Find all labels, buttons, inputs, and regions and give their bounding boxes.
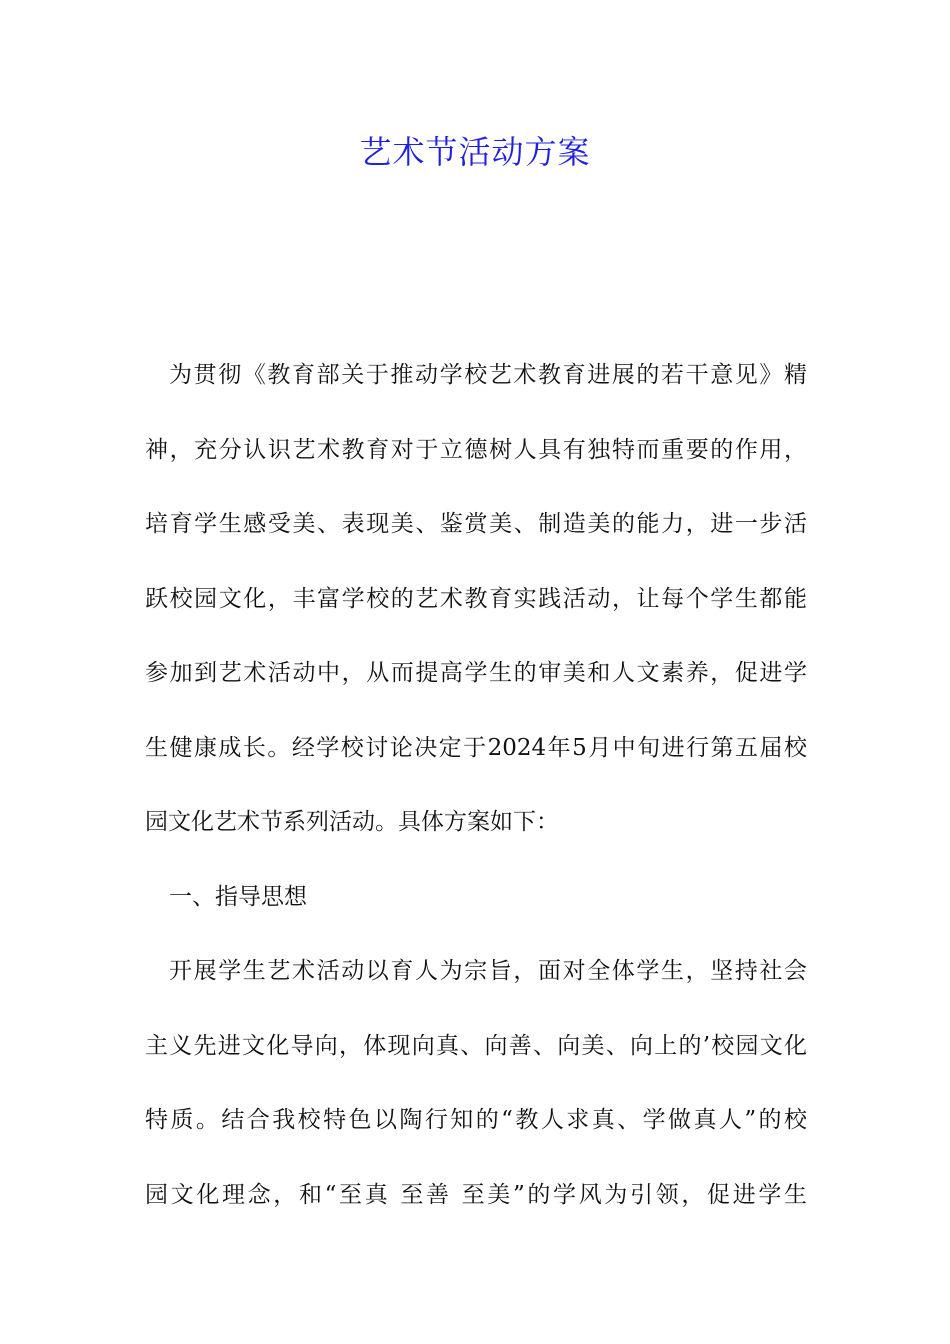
paragraph-line: 开展学生艺术活动以育人为宗旨，面对全体学生，坚持社会 [169, 958, 807, 984]
paragraph-line: 为贯彻《教育部关于推动学校艺术教育进展的若干意见》精 [169, 362, 807, 388]
paragraph-line: 主义先进文化导向，体现向真、向善、向美、向上的’校园文化 [145, 1032, 807, 1059]
section-heading: 一、指导思想 [169, 883, 307, 910]
paragraph-line: 生健康成长。经学校讨论决定于2024年5月中旬进行第五届校 [145, 734, 807, 761]
paragraph-line: 跃校园文化，丰富学校的艺术教育实践活动，让每个学生都能 [145, 585, 807, 612]
paragraph-line: 参加到艺术活动中，从而提高学生的审美和人文素养，促进学 [145, 660, 807, 686]
document-title: 艺术节活动方案 [359, 133, 591, 171]
paragraph-line: 园文化理念，和“至真 至善 至美”的学风为引领，促进学生 [145, 1181, 807, 1208]
paragraph-line: 特质。结合我校特色以陶行知的“教人求真、学做真人”的校 [145, 1107, 807, 1133]
document-body [145, 338, 807, 1232]
paragraph-line: 神，充分认识艺术教育对于立德树人具有独特而重要的作用， [145, 436, 807, 463]
paragraph-line: 园文化艺术节系列活动。具体方案如下： [145, 809, 559, 835]
paragraph-line: 培育学生感受美、表现美、鉴赏美、制造美的能力，进一步活 [145, 511, 807, 537]
